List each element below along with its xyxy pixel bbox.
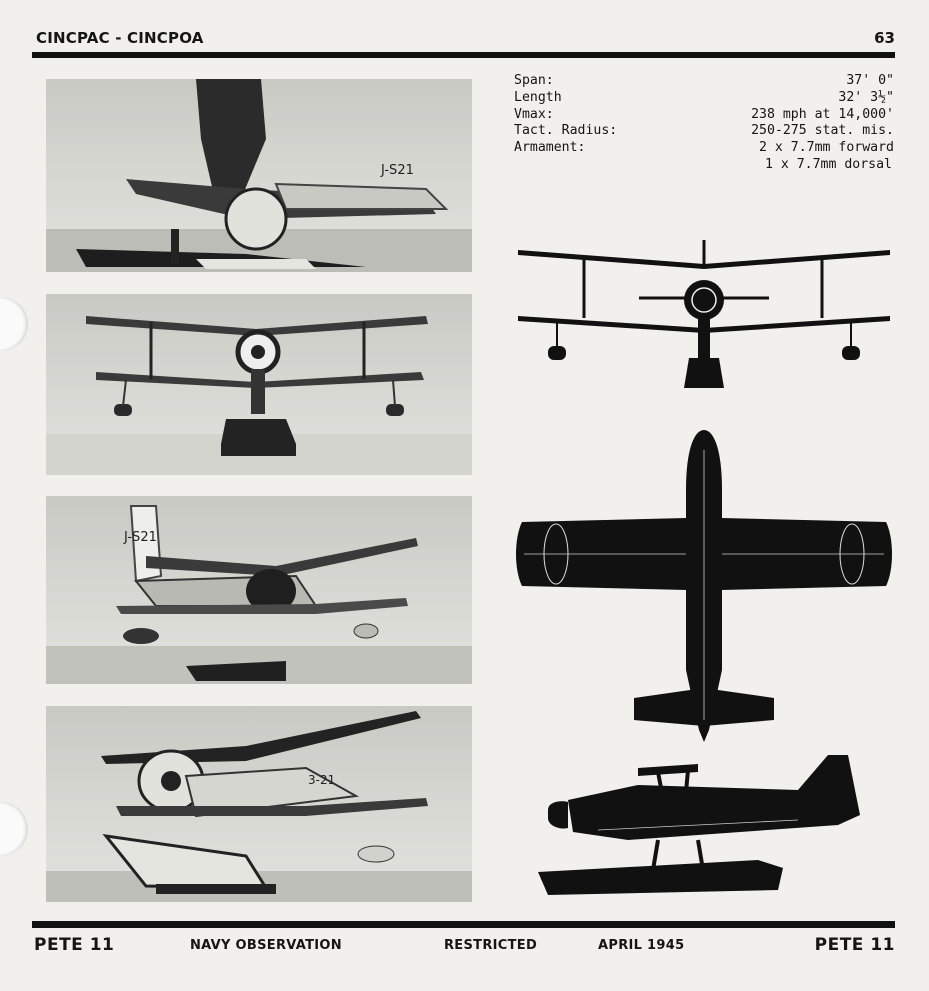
bottom-rule <box>32 921 895 928</box>
photo-front-view <box>46 294 472 475</box>
photo-close-three-quarter-view-graphic <box>46 706 472 902</box>
header-title: CINCPAC - CINCPOA <box>36 29 204 47</box>
spec-table <box>514 73 894 174</box>
spec-armament-extra: 1 x 7.7mm dorsal <box>764 156 892 172</box>
spec-row-vmax <box>514 107 894 124</box>
photo4-marking: 3-21 <box>308 773 336 787</box>
page-number: 63 <box>874 29 895 47</box>
photo3-marking: J-S21 <box>124 530 157 545</box>
spec-label: Length <box>514 89 562 105</box>
silhouette-plan-view <box>514 430 894 742</box>
footer-category: NAVY OBSERVATION <box>190 938 342 953</box>
spec-row-span <box>514 73 894 90</box>
spec-value: 32' 3½" <box>838 89 894 105</box>
footer-left-code: PETE 11 <box>34 935 115 955</box>
footer-classification: RESTRICTED <box>444 938 538 953</box>
spec-value: 2 x 7.7mm forward <box>759 140 894 156</box>
spec-label: Span: <box>514 73 554 88</box>
spec-label: Armament: <box>514 140 586 156</box>
photo-three-quarter-view <box>46 496 472 684</box>
spec-label: Vmax: <box>514 106 554 122</box>
footer-date: APRIL 1945 <box>598 938 685 953</box>
photo-three-quarter-view-graphic <box>46 496 472 684</box>
photo-front-view-graphic <box>46 294 472 475</box>
spec-value: 250-275 stat. mis. <box>751 123 894 139</box>
photo-side-view-takeoff <box>46 79 472 272</box>
binder-hole-lower <box>0 802 28 856</box>
footer-right-code: PETE 11 <box>814 935 895 955</box>
silhouette-side-view <box>538 750 868 902</box>
photo-close-three-quarter-view <box>46 706 472 902</box>
photo-side-view-takeoff-graphic <box>46 79 472 272</box>
silhouette-front-view-graphic <box>514 238 894 390</box>
spec-row-armament <box>514 140 894 157</box>
binder-hole-upper <box>0 297 28 351</box>
spec-value: 238 mph at 14,000' <box>751 106 894 122</box>
top-rule <box>32 52 895 58</box>
spec-value: 37' 0" <box>846 73 894 88</box>
silhouette-front-view <box>514 238 894 390</box>
silhouette-plan-view-graphic <box>514 430 894 742</box>
spec-label: Tact. Radius: <box>514 123 618 139</box>
silhouette-side-view-graphic <box>538 750 868 902</box>
spec-row-length <box>514 90 894 107</box>
photo1-marking: J-S21 <box>381 163 414 178</box>
spec-row-tact-radius <box>514 123 894 140</box>
